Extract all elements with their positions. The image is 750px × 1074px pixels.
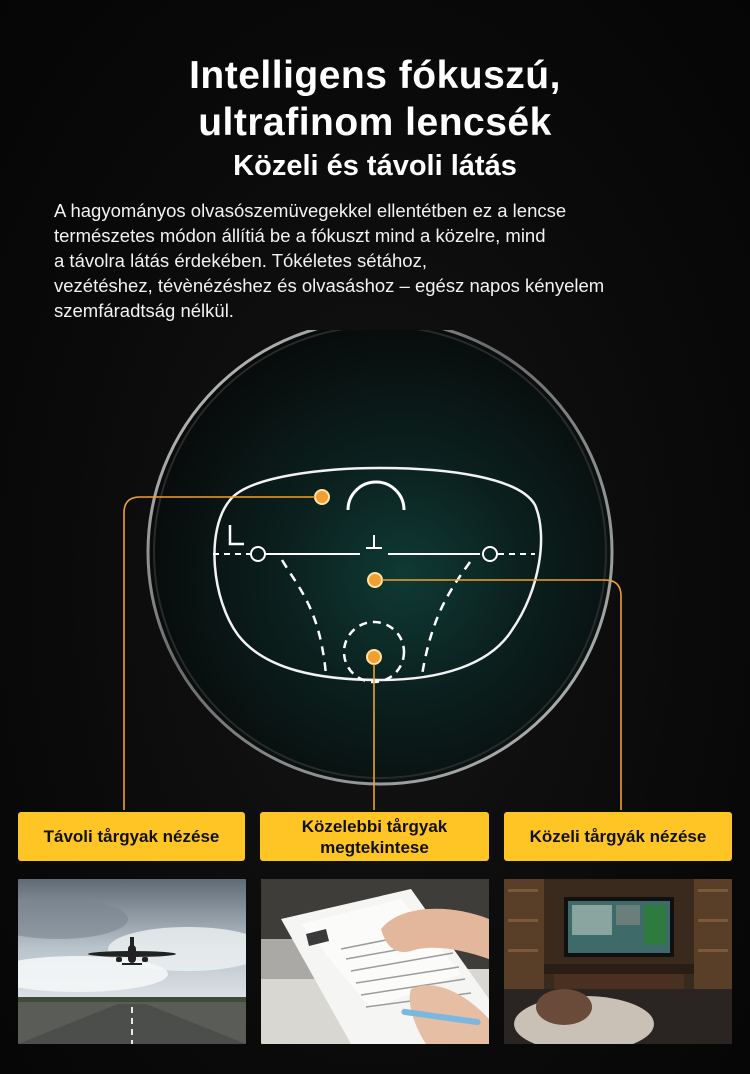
mid-vision-label: Közelebbi tårgyak megtekintese bbox=[260, 812, 489, 861]
description-line: vezétéshez, tévènézéshez és olvasáshoz – egész napos kényelem bbox=[54, 275, 605, 296]
title-line-1: Intelligens fókuszú, bbox=[189, 54, 561, 97]
page-subtitle: Közeli és távoli látás bbox=[233, 150, 517, 182]
description-line: a távolra látás érdekében. Tókéletes sétához, bbox=[54, 250, 427, 271]
living-room-tv-photo bbox=[504, 879, 732, 1044]
reading-document-photo bbox=[261, 879, 489, 1044]
near-zone-dot bbox=[367, 650, 381, 664]
far-zone-dot bbox=[315, 490, 329, 504]
lens-disc bbox=[148, 330, 612, 784]
lens-diagram bbox=[0, 330, 750, 810]
near-vision-label: Közeli tårgyák nézése bbox=[504, 812, 732, 861]
description-line: A hagyományos olvasószemüvegekkel ellentétben ez a lencse bbox=[54, 200, 567, 221]
description-line: szemfáradtság nélkül. bbox=[54, 300, 234, 321]
description-line: természetes módon állítiá be a fókuszt mind a közelre, mind bbox=[54, 225, 546, 246]
description bbox=[54, 198, 704, 323]
far-vision-label: Távoli tårgyak nézése bbox=[18, 812, 245, 861]
mid-zone-dot bbox=[368, 573, 382, 587]
airplane-runway-photo bbox=[18, 879, 246, 1044]
page-title bbox=[0, 52, 750, 146]
title-line-2: ultrafinom lencsék bbox=[198, 101, 552, 144]
lens-diagram-graphic bbox=[0, 330, 750, 810]
